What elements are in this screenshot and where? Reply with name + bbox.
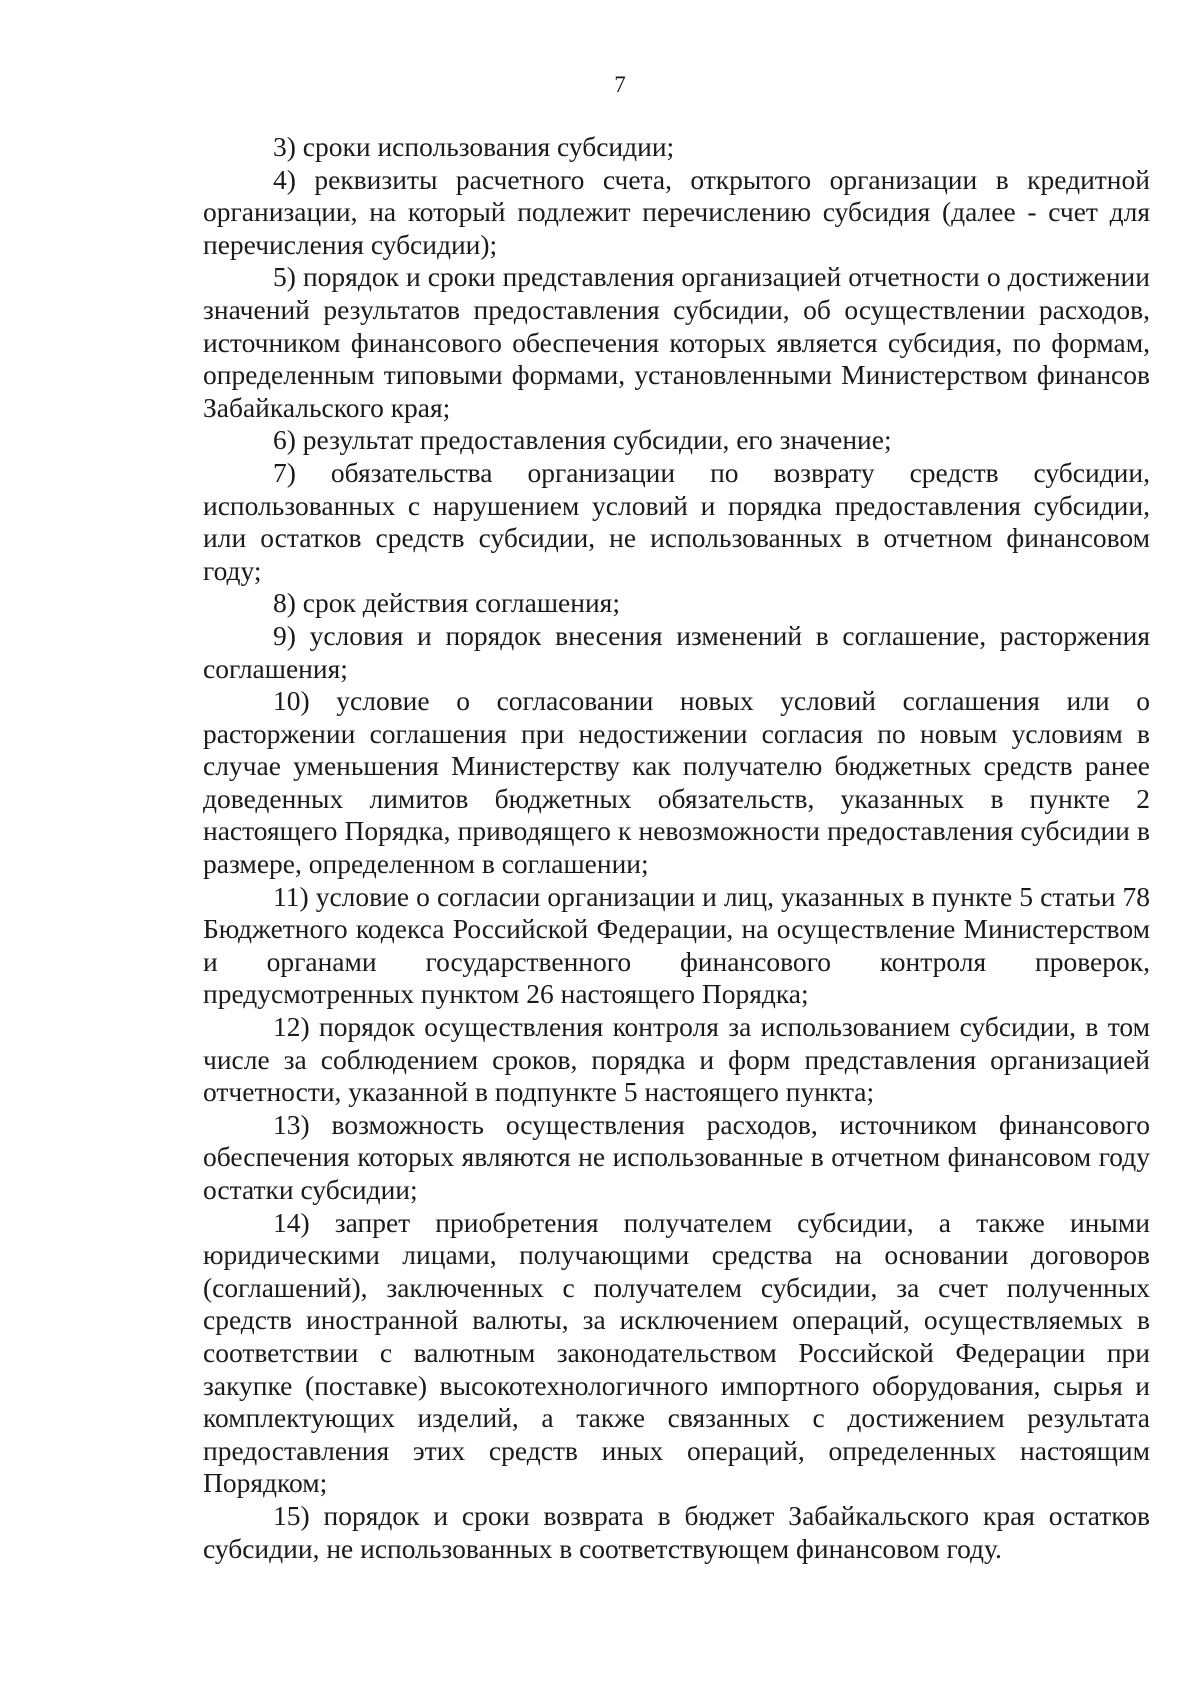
document-body [203,131,1150,1565]
list-item-3: 3) сроки использования субсидии; [273,131,675,162]
list-item-11: 11) условие о согласии организации и лиц, указанных в пункте 5 статьи 78 Бюджетного кодекса Российской Федерации, на осуществление Министерством и органами государственного финансового контроля проверок, предусмотренных пунктом 26 настоящего Порядка; [203,880,1150,1010]
list-item-13: 13) возможность осуществления расходов, источником финансового обеспечения которых являются не использованные в отчетном финансовом году остатки субсидии; [203,1108,1150,1205]
list-item-14: 14) запрет приобретения получателем субсидии, а также иными юридическими лицами, получающими средства на основании договоров (соглашений), заключенных с получателем субсидии, за счет полученных средств иностранной валюты, за исключением операций, осуществляемых в соответствии с валютным законодательством Российской Федерации при закупке (поставке) высокотехнологичного импортного оборудования, сырья и комплектующих изделий, а также связанных с достижением результата предоставления этих средств иных операций, определенных настоящим Порядком; [203,1206,1150,1499]
list-item-5: 5) порядок и сроки представления организацией отчетности о достижении значений результатов предоставления субсидии, об осуществлении расходов, источником финансового обеспечения которых является субсидия, по формам, определенным типовыми формами, установленными Министерством финансов Забайкальского края; [203,261,1150,423]
list-item-8: 8) срок действия соглашения; [273,587,620,619]
list-item-15: 15) порядок и сроки возврата в бюджет Забайкальского края остатков субсидии, не использованных в соответствующем финансовом году. [203,1499,1150,1564]
list-item-7: 7) обязательства организации по возврату средств субсидии, использованных с нарушением условий и порядка предоставления субсидии, или остатков средств субсидии, не использованных в отчетном финансовом году; [203,456,1150,586]
page-number: 7 [614,72,626,97]
list-item-10: 10) условие о согласовании новых условий соглашения или о расторжении соглашения при недостижении согласия по новым условиям в случае уменьшения Министерству как получателю бюджетных средств ранее доведенных лимитов бюджетных обязательств, указанных в пункте 2 настоящего Порядка, приводящего к невозможности предоставления субсидии в размере, определенном в соглашении; [203,685,1150,880]
list-item-12: 12) порядок осуществления контроля за использованием субсидии, в том числе за соблюдением сроков, порядка и форм представления организацией отчетности, указанной в подпункте 5 настоящего пункта; [203,1011,1150,1108]
list-item-6: 6) результат предоставления субсидии, его значение; [273,424,892,456]
list-item-9: 9) условия и порядок внесения изменений в соглашение, расторжения соглашения; [203,619,1150,684]
list-item-4: 4) реквизиты расчетного счета, открытого организации в кредитной организации, на который подлежит перечислению субсидия (далее - счет для перечисления субсидии); [203,163,1150,260]
